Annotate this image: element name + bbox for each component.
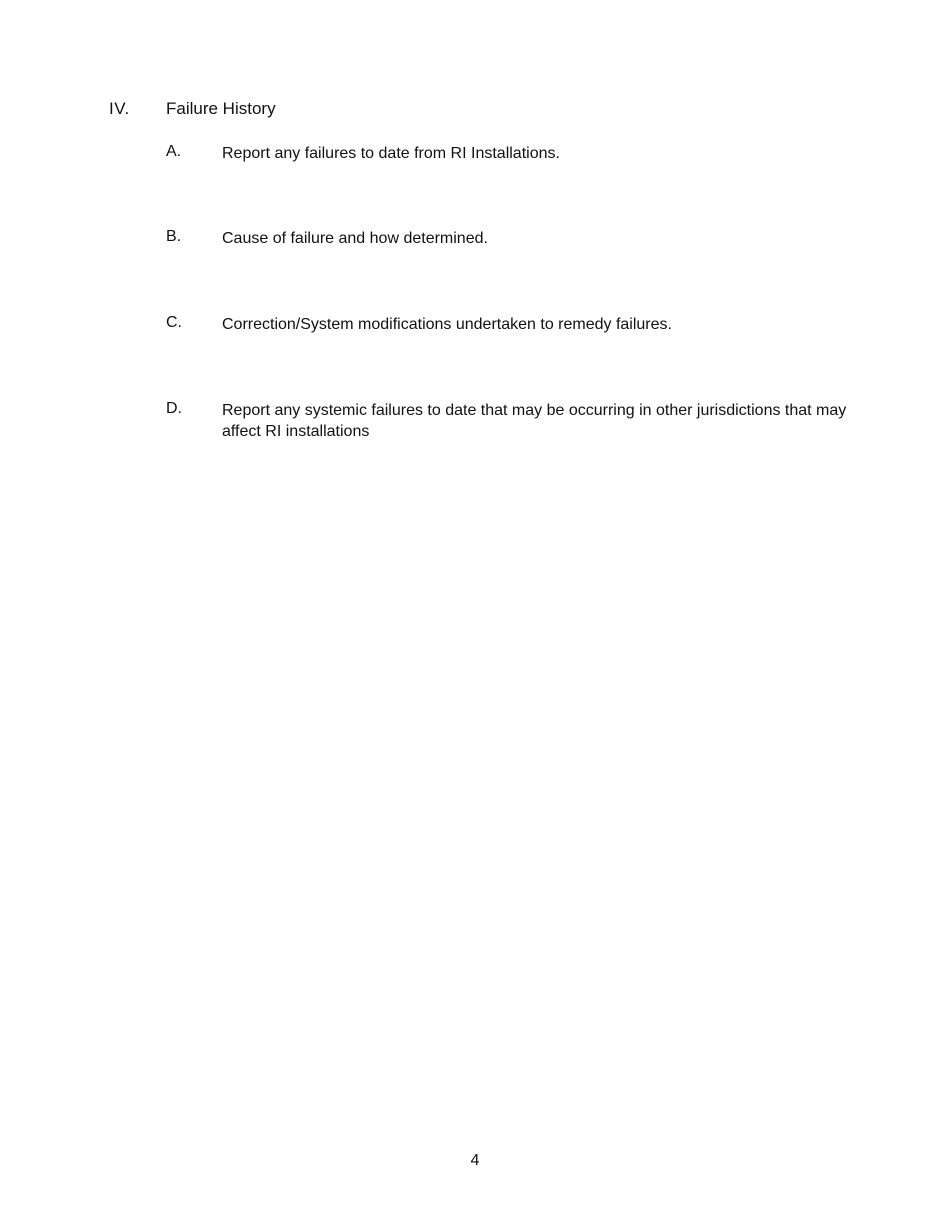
item-letter-b: B. [166,228,182,245]
item-text-a: Report any failures to date from RI Installations. [222,145,560,162]
item-text-c: Correction/System modifications undertaken to remedy failures. [222,316,672,333]
item-letter-a: A. [166,143,182,160]
item-letter-d: D. [166,400,182,417]
section-title: Failure History [166,99,276,118]
page-number: 4 [470,1152,480,1169]
item-text-b: Cause of failure and how determined. [222,230,488,247]
item-letter-c: C. [166,314,182,331]
section-number: IV. [109,99,130,118]
item-text-d: Report any systemic failures to date that may be occurring in other jurisdictions that may affect RI installations [222,402,847,440]
